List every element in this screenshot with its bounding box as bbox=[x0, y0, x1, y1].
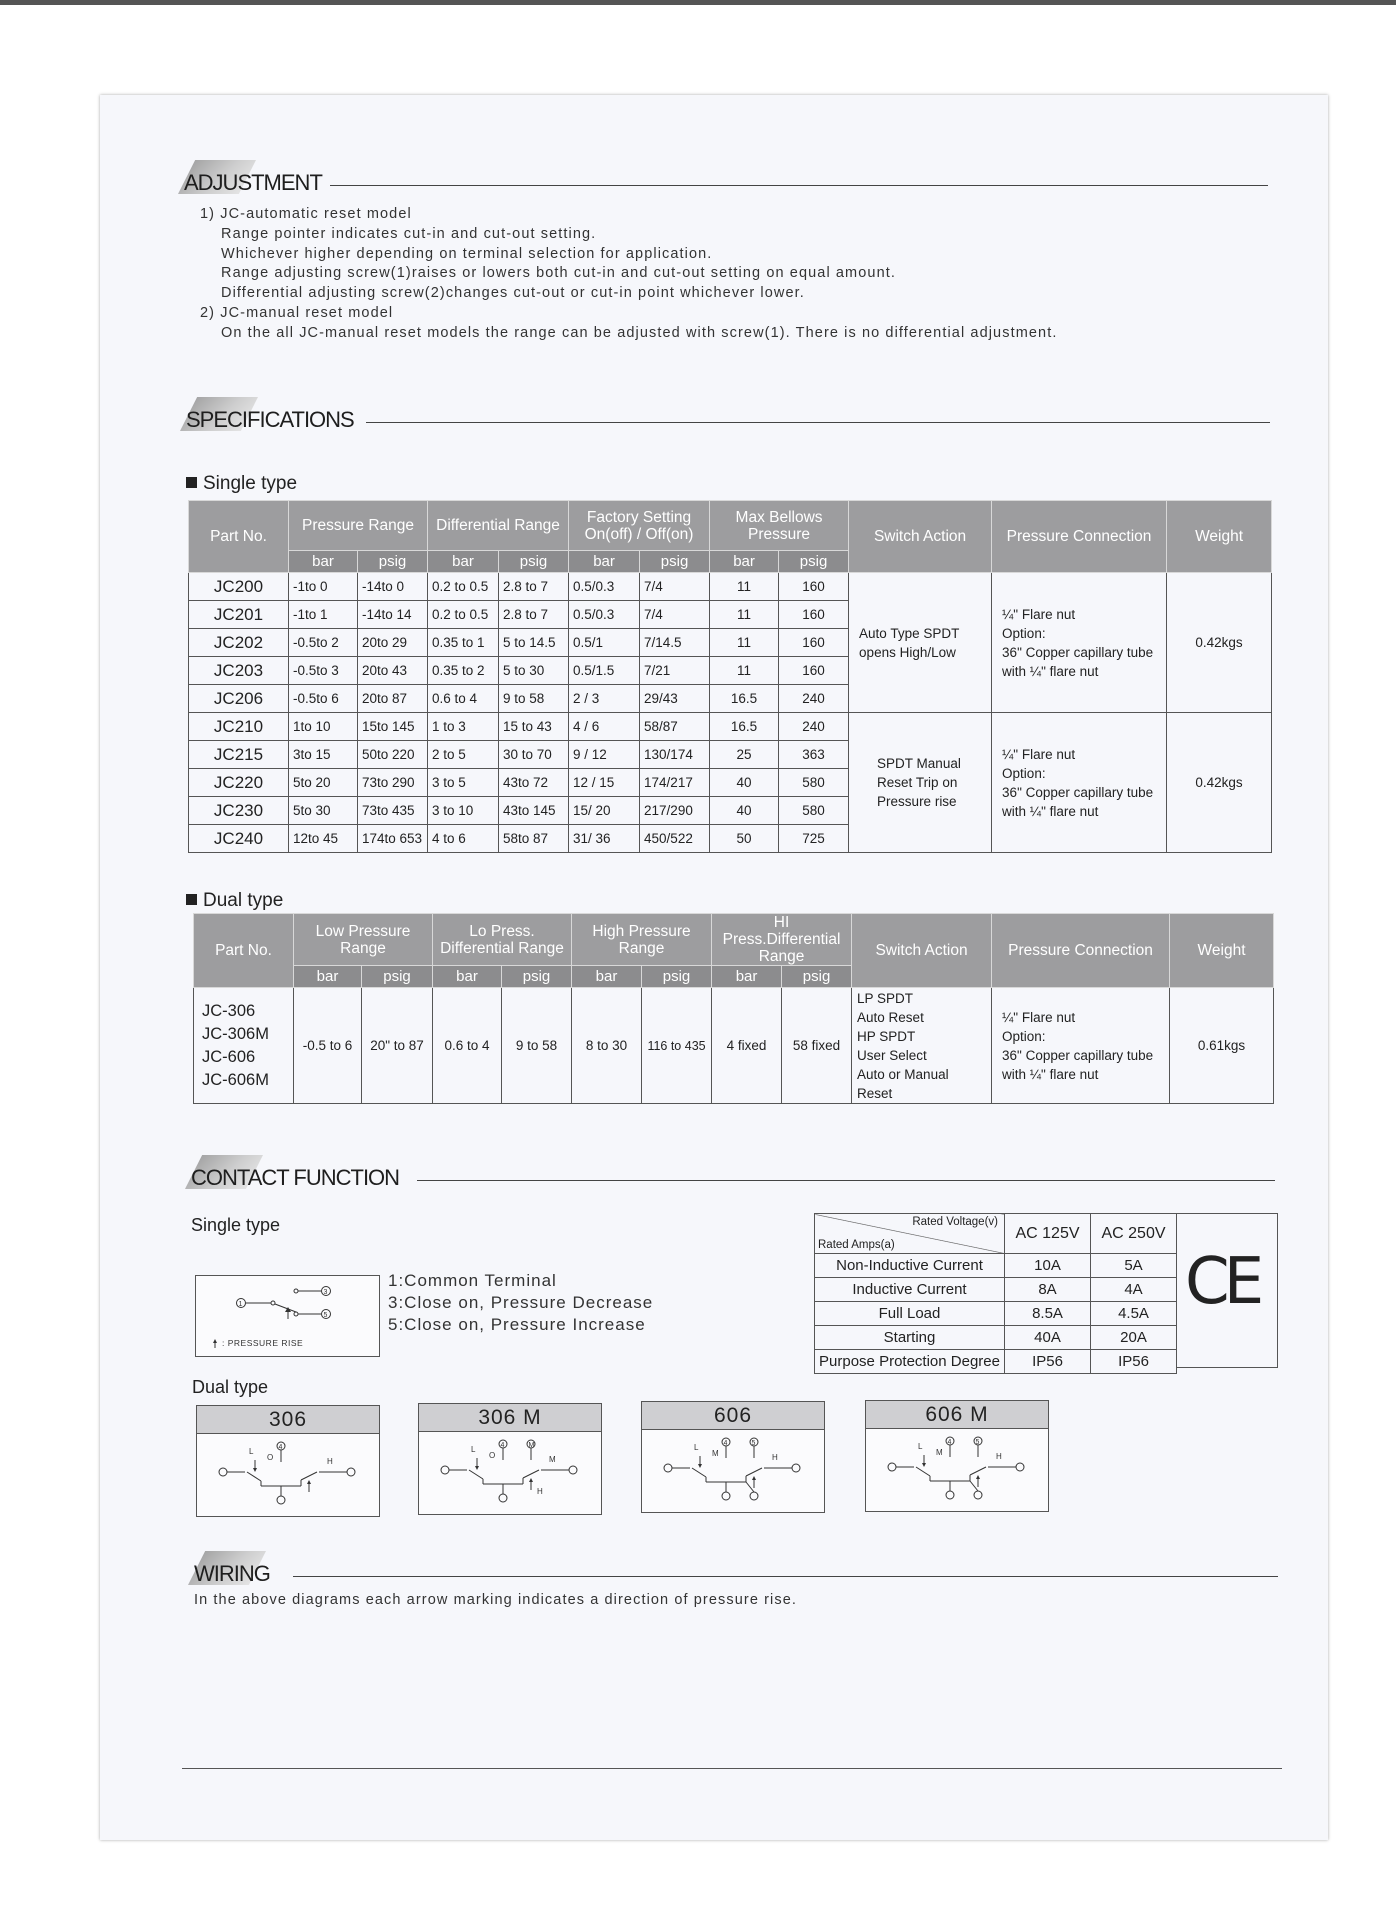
switch-letter-label: H bbox=[772, 1453, 778, 1462]
adjustment-text bbox=[200, 205, 1057, 344]
table-cell: 20to 29 bbox=[358, 629, 428, 657]
terminal-1 bbox=[441, 1466, 449, 1474]
terminal-3 bbox=[569, 1466, 577, 1474]
table-cell: 15 to 43 bbox=[499, 713, 569, 741]
single-type-label: Single type bbox=[186, 473, 297, 495]
table-cell: 3to 15 bbox=[289, 741, 358, 769]
table-cell: 7/4 bbox=[640, 601, 710, 629]
legend-line: 1:Common Terminal bbox=[388, 1271, 557, 1290]
rating-value-cell: 40A bbox=[1005, 1326, 1091, 1350]
subheader-psig: psig bbox=[362, 966, 433, 988]
table-cell: -14to 0 bbox=[358, 573, 428, 601]
table-cell: 160 bbox=[779, 657, 849, 685]
table-cell: 7/21 bbox=[640, 657, 710, 685]
dual-diagram-1 bbox=[196, 1405, 380, 1517]
subheader-psig: psig bbox=[782, 966, 852, 988]
rated-amps-label: Rated Amps(a) bbox=[818, 1239, 895, 1251]
table-cell: 40 bbox=[710, 797, 779, 825]
switch-letter-label: M bbox=[936, 1448, 943, 1457]
subheader-bar: bar bbox=[712, 966, 782, 988]
square-bullet-icon bbox=[186, 894, 197, 905]
header-factory-setting: Factory Setting On(off) / Off(on) bbox=[569, 501, 710, 551]
terminal-3 bbox=[792, 1464, 800, 1472]
part-number-cell: JC201 bbox=[189, 601, 289, 629]
table-cell: 43to 72 bbox=[499, 769, 569, 797]
specifications-heading bbox=[180, 397, 1270, 437]
table-cell: 12 / 15 bbox=[569, 769, 640, 797]
table-cell: 240 bbox=[779, 685, 849, 713]
heading-rule bbox=[417, 1180, 1275, 1181]
contact-dual-type-label: Dual type bbox=[192, 1377, 269, 1397]
pressure-rise-note: : PRESSURE RISE bbox=[222, 1338, 304, 1348]
terminal-3-label: 3 bbox=[323, 1289, 328, 1296]
switch-letter-label: O bbox=[267, 1453, 274, 1462]
adjustment-line: On the all JC-manual reset models the range can be adjusted with screw(1). There is no differential adjustment. bbox=[221, 324, 1058, 341]
table-cell: 15/ 20 bbox=[569, 797, 640, 825]
table-cell: 11 bbox=[710, 629, 779, 657]
table-cell: -14to 14 bbox=[358, 601, 428, 629]
dual-diagram-title: 306 bbox=[197, 1406, 379, 1434]
table-row bbox=[815, 1302, 1177, 1326]
table-cell: 0.6 to 4 bbox=[433, 988, 502, 1104]
table-cell: 174/217 bbox=[640, 769, 710, 797]
legend-arrowhead-icon bbox=[213, 1339, 217, 1343]
weight-cell: 0.42kgs bbox=[1167, 713, 1272, 853]
terminal-legend bbox=[388, 1270, 653, 1336]
adjustment-heading bbox=[178, 160, 1268, 200]
table-row bbox=[815, 1326, 1177, 1350]
dual-pressure-connection: ¼" Flare nut Option: 36" Copper capillary tube with ¼" flare nut bbox=[992, 988, 1170, 1104]
switch-blade bbox=[275, 1304, 296, 1312]
top-terminal-label: 4 bbox=[947, 1439, 952, 1446]
subheader-bar: bar bbox=[294, 966, 362, 988]
legend-line: 5:Close on, Pressure Increase bbox=[388, 1315, 646, 1334]
dual-switch-svg bbox=[866, 1429, 1050, 1513]
terminal-2 bbox=[277, 1496, 285, 1504]
rating-label-cell: Purpose Protection Degree bbox=[815, 1350, 1005, 1374]
pivot bbox=[271, 1301, 275, 1305]
table-cell: 5to 20 bbox=[289, 769, 358, 797]
table-cell: 43to 145 bbox=[499, 797, 569, 825]
dual-diagram-title: 306 M bbox=[419, 1404, 601, 1432]
table-cell: 363 bbox=[779, 741, 849, 769]
dual-diagram-4 bbox=[865, 1400, 1049, 1512]
table-cell: 15to 145 bbox=[358, 713, 428, 741]
table-cell: 2 to 5 bbox=[428, 741, 499, 769]
table-cell: 29/43 bbox=[640, 685, 710, 713]
dual-switch-svg bbox=[197, 1434, 381, 1518]
table-cell: 0.5/0.3 bbox=[569, 573, 640, 601]
dual-switch-action: LP SPDT Auto Reset HP SPDT User Select Auto or Manual Reset bbox=[852, 988, 992, 1104]
header-max-bellows: Max Bellows Pressure bbox=[710, 501, 849, 551]
switch-letter-label: L bbox=[694, 1443, 699, 1452]
header-part-no: Part No. bbox=[194, 914, 294, 988]
part-number-cell: JC220 bbox=[189, 769, 289, 797]
adjustment-title: ADJUSTMENT bbox=[184, 170, 322, 195]
header-lo-press-differential: Lo Press. Differential Range bbox=[433, 914, 572, 966]
contact-single-type-label: Single type bbox=[191, 1215, 281, 1235]
top-terminal-label: 4 bbox=[723, 1440, 728, 1447]
electrical-rating-table bbox=[814, 1213, 1177, 1374]
terminal-1-label: 1 bbox=[238, 1301, 243, 1308]
table-cell: 0.2 to 0.5 bbox=[428, 573, 499, 601]
low-arrowhead-icon bbox=[922, 1463, 926, 1467]
header-part-no: Part No. bbox=[189, 501, 289, 573]
part-number-cell: JC230 bbox=[189, 797, 289, 825]
table-cell: 11 bbox=[710, 657, 779, 685]
table-cell: 2.8 to 7 bbox=[499, 601, 569, 629]
table-cell: 2 / 3 bbox=[569, 685, 640, 713]
table-cell: -1to 0 bbox=[289, 573, 358, 601]
subheader-bar: bar bbox=[569, 551, 640, 573]
table-cell: 58 fixed bbox=[782, 988, 852, 1104]
table-cell: -0.5to 2 bbox=[289, 629, 358, 657]
wiring-text: In the above diagrams each arrow marking indicates a direction of pressure rise. bbox=[194, 1592, 798, 1608]
table-cell: 3 to 5 bbox=[428, 769, 499, 797]
top-terminal-label: 4 bbox=[500, 1442, 505, 1449]
low-arrowhead-icon bbox=[475, 1466, 479, 1470]
col-ac125v: AC 125V bbox=[1005, 1214, 1091, 1254]
table-cell: 160 bbox=[779, 601, 849, 629]
switch-letter-label: L bbox=[471, 1445, 476, 1454]
table-cell: 116 to 435 bbox=[642, 988, 712, 1104]
rating-value-cell: IP56 bbox=[1005, 1350, 1091, 1374]
contact-function-heading bbox=[185, 1155, 1275, 1195]
table-cell: 3 to 10 bbox=[428, 797, 499, 825]
terminal-3 bbox=[1016, 1463, 1024, 1471]
header-hi-press-differential: HI Press.Differential Range bbox=[712, 914, 852, 966]
header-switch-action: Switch Action bbox=[849, 501, 992, 573]
adjustment-line: Range adjusting screw(1)raises or lowers both cut-in and cut-out setting on equal amount. bbox=[221, 265, 896, 282]
table-cell: 9 to 58 bbox=[499, 685, 569, 713]
table-cell: 0.5/1 bbox=[569, 629, 640, 657]
subheader-psig: psig bbox=[499, 551, 569, 573]
terminal-6 bbox=[750, 1492, 758, 1500]
table-cell: 1 to 3 bbox=[428, 713, 499, 741]
bottom-rule bbox=[182, 1768, 1282, 1769]
rating-value-cell: 4.5A bbox=[1091, 1302, 1177, 1326]
ce-mark-logo: CE bbox=[1185, 1245, 1259, 1319]
rating-value-cell: 8A bbox=[1005, 1278, 1091, 1302]
table-cell: -1to 1 bbox=[289, 601, 358, 629]
rating-value-cell: 5A bbox=[1091, 1254, 1177, 1278]
wire bbox=[970, 1481, 978, 1491]
dual-diagram-2 bbox=[418, 1403, 602, 1515]
part-number-cell: JC202 bbox=[189, 629, 289, 657]
subheader-psig: psig bbox=[779, 551, 849, 573]
terminal-2 bbox=[499, 1494, 507, 1502]
table-row bbox=[189, 573, 1272, 601]
dual-diagram-3 bbox=[641, 1401, 825, 1513]
switch-letter-label: H bbox=[327, 1457, 333, 1466]
table-cell: 73to 290 bbox=[358, 769, 428, 797]
table-cell: 9 / 12 bbox=[569, 741, 640, 769]
dual-diagram-title: 606 M bbox=[866, 1401, 1048, 1429]
part-number-cell: JC203 bbox=[189, 657, 289, 685]
contact-function-title: CONTACT FUNCTION bbox=[191, 1165, 400, 1190]
single-type-spec-table bbox=[188, 500, 1272, 853]
low-switch-blade bbox=[469, 1470, 483, 1479]
low-switch-blade bbox=[692, 1468, 706, 1477]
dual-type-spec-table bbox=[193, 913, 1274, 1104]
heading-rule bbox=[293, 1576, 1278, 1577]
header-high-pressure-range: High Pressure Range bbox=[572, 914, 712, 966]
table-cell: 11 bbox=[710, 573, 779, 601]
rating-value-cell: IP56 bbox=[1091, 1350, 1177, 1374]
table-cell: 5 to 30 bbox=[499, 657, 569, 685]
heading-rule bbox=[330, 185, 1268, 186]
subheader-psig: psig bbox=[640, 551, 710, 573]
high-switch-blade bbox=[746, 1468, 762, 1476]
header-switch-action: Switch Action bbox=[852, 914, 992, 988]
specifications-title: SPECIFICATIONS bbox=[186, 407, 354, 432]
wire bbox=[746, 1482, 754, 1492]
table-cell: -0.5 to 6 bbox=[294, 988, 362, 1104]
subheader-psig: psig bbox=[358, 551, 428, 573]
table-cell: 12to 45 bbox=[289, 825, 358, 853]
header-pressure-connection: Pressure Connection bbox=[992, 501, 1167, 573]
rating-label-cell: Inductive Current bbox=[815, 1278, 1005, 1302]
switch-action-cell: Auto Type SPDT opens High/Low bbox=[849, 573, 992, 713]
table-row bbox=[189, 713, 1272, 741]
table-cell: 31/ 36 bbox=[569, 825, 640, 853]
rating-header-diagonal bbox=[815, 1214, 1005, 1254]
low-switch-blade bbox=[247, 1472, 261, 1481]
rating-value-cell: 20A bbox=[1091, 1326, 1177, 1350]
rating-value-cell: 10A bbox=[1005, 1254, 1091, 1278]
high-arrowhead-icon bbox=[307, 1480, 311, 1484]
pressure-connection-cell: ¼" Flare nut Option: 36" Copper capillary tube with ¼" flare nut bbox=[992, 713, 1167, 853]
table-cell: 174to 653 bbox=[358, 825, 428, 853]
subheader-bar: bar bbox=[572, 966, 642, 988]
table-cell: 20to 43 bbox=[358, 657, 428, 685]
adjustment-line: 1) JC-automatic reset model bbox=[200, 206, 412, 222]
table-cell: 580 bbox=[779, 797, 849, 825]
terminal-1 bbox=[888, 1463, 896, 1471]
header-weight: Weight bbox=[1170, 914, 1274, 988]
table-cell: 58/87 bbox=[640, 713, 710, 741]
legend-line: 3:Close on, Pressure Decrease bbox=[388, 1293, 654, 1312]
dual-switch-svg bbox=[419, 1432, 603, 1516]
table-cell: 16.5 bbox=[710, 685, 779, 713]
contact-point bbox=[294, 1312, 298, 1316]
subheader-bar: bar bbox=[433, 966, 502, 988]
heading-rule bbox=[366, 422, 1270, 423]
single-contact-diagram bbox=[195, 1275, 380, 1357]
high-switch-blade bbox=[301, 1472, 317, 1480]
table-row bbox=[815, 1278, 1177, 1302]
weight-cell: 0.42kgs bbox=[1167, 573, 1272, 713]
switch-action-cell: SPDT Manual Reset Trip on Pressure rise bbox=[849, 713, 992, 853]
wiring-heading bbox=[188, 1551, 1278, 1591]
table-cell: 4 fixed bbox=[712, 988, 782, 1104]
table-cell: 20" to 87 bbox=[362, 988, 433, 1104]
low-arrowhead-icon bbox=[698, 1464, 702, 1468]
table-cell: 5 to 14.5 bbox=[499, 629, 569, 657]
part-number-cell: JC215 bbox=[189, 741, 289, 769]
top-terminal-label: 5 bbox=[751, 1440, 756, 1447]
dual-switch-svg bbox=[642, 1430, 826, 1514]
terminal-1 bbox=[219, 1468, 227, 1476]
rating-label-cell: Starting bbox=[815, 1326, 1005, 1350]
table-cell: 7/14.5 bbox=[640, 629, 710, 657]
table-cell: 4 / 6 bbox=[569, 713, 640, 741]
header-weight: Weight bbox=[1167, 501, 1272, 573]
table-cell: 5to 30 bbox=[289, 797, 358, 825]
dual-type-label: Dual type bbox=[186, 890, 283, 912]
adjustment-line: Range pointer indicates cut-in and cut-out setting. bbox=[221, 225, 597, 242]
header-differential-range: Differential Range bbox=[428, 501, 569, 551]
adjustment-line: Differential adjusting screw(2)changes cut-out or cut-in point whichever lower. bbox=[221, 285, 805, 302]
wiring-title: WIRING bbox=[194, 1561, 270, 1586]
table-cell: 0.35 to 1 bbox=[428, 629, 499, 657]
contact-point bbox=[294, 1289, 298, 1293]
table-cell: 725 bbox=[779, 825, 849, 853]
rating-value-cell: 4A bbox=[1091, 1278, 1177, 1302]
table-row bbox=[815, 1254, 1177, 1278]
table-cell: 16.5 bbox=[710, 713, 779, 741]
scan-edge bbox=[0, 0, 1396, 5]
table-cell: 20to 87 bbox=[358, 685, 428, 713]
terminal-3 bbox=[347, 1468, 355, 1476]
table-cell: 40 bbox=[710, 769, 779, 797]
dual-weight: 0.61kgs bbox=[1170, 988, 1274, 1104]
pressure-connection-cell: ¼" Flare nut Option: 36" Copper capillary tube with ¼" flare nut bbox=[992, 573, 1167, 713]
high-arrowhead-icon bbox=[976, 1475, 980, 1479]
table-cell: 160 bbox=[779, 629, 849, 657]
table-cell: 160 bbox=[779, 573, 849, 601]
part-number-cell: JC240 bbox=[189, 825, 289, 853]
table-cell: 58to 87 bbox=[499, 825, 569, 853]
table-cell: 0.35 to 2 bbox=[428, 657, 499, 685]
table-cell: 50to 220 bbox=[358, 741, 428, 769]
low-switch-blade bbox=[916, 1467, 930, 1476]
rating-value-cell: 8.5A bbox=[1005, 1302, 1091, 1326]
terminal-6 bbox=[974, 1491, 982, 1499]
top-terminal-label: 5 bbox=[975, 1439, 980, 1446]
table-cell: 130/174 bbox=[640, 741, 710, 769]
table-cell: 50 bbox=[710, 825, 779, 853]
header-pressure-connection: Pressure Connection bbox=[992, 914, 1170, 988]
table-cell: 11 bbox=[710, 601, 779, 629]
square-bullet-icon bbox=[186, 477, 197, 488]
table-cell: 450/522 bbox=[640, 825, 710, 853]
dual-diagram-title: 606 bbox=[642, 1402, 824, 1430]
subheader-bar: bar bbox=[710, 551, 779, 573]
switch-letter-label: H bbox=[537, 1487, 543, 1496]
table-cell: -0.5to 6 bbox=[289, 685, 358, 713]
rated-voltage-label: Rated Voltage(v) bbox=[912, 1216, 998, 1228]
switch-letter-label: L bbox=[918, 1442, 923, 1451]
high-switch-blade bbox=[523, 1470, 539, 1478]
table-cell: 7/4 bbox=[640, 573, 710, 601]
table-cell: 0.2 to 0.5 bbox=[428, 601, 499, 629]
table-cell: -0.5to 3 bbox=[289, 657, 358, 685]
high-arrowhead-icon bbox=[529, 1478, 533, 1482]
header-low-pressure-range: Low Pressure Range bbox=[294, 914, 433, 966]
rating-label-cell: Non-Inductive Current bbox=[815, 1254, 1005, 1278]
subheader-bar: bar bbox=[289, 551, 358, 573]
terminal-2 bbox=[722, 1492, 730, 1500]
rating-label-cell: Full Load bbox=[815, 1302, 1005, 1326]
switch-letter-label: H bbox=[996, 1452, 1002, 1461]
part-number-cell: JC206 bbox=[189, 685, 289, 713]
switch-letter-label: M bbox=[549, 1455, 556, 1464]
table-cell: 25 bbox=[710, 741, 779, 769]
switch-letter-label: L bbox=[249, 1447, 254, 1456]
table-cell: 1to 10 bbox=[289, 713, 358, 741]
part-number-cell: JC200 bbox=[189, 573, 289, 601]
table-row bbox=[815, 1350, 1177, 1374]
table-cell: 2.8 to 7 bbox=[499, 573, 569, 601]
dual-part-numbers: JC-306 JC-306M JC-606 JC-606M bbox=[194, 988, 294, 1104]
document-sheet bbox=[100, 95, 1328, 1840]
terminal-2 bbox=[946, 1491, 954, 1499]
subheader-bar: bar bbox=[428, 551, 499, 573]
table-cell: 73to 435 bbox=[358, 797, 428, 825]
high-arrowhead-icon bbox=[752, 1476, 756, 1480]
table-cell: 30 to 70 bbox=[499, 741, 569, 769]
top-terminal-label: M bbox=[528, 1442, 535, 1449]
terminal-1 bbox=[664, 1464, 672, 1472]
table-cell: 0.5/1.5 bbox=[569, 657, 640, 685]
low-arrowhead-icon bbox=[253, 1468, 257, 1472]
part-number-cell: JC210 bbox=[189, 713, 289, 741]
subheader-psig: psig bbox=[502, 966, 572, 988]
table-cell: 4 to 6 bbox=[428, 825, 499, 853]
table-cell: 9 to 58 bbox=[502, 988, 572, 1104]
switch-letter-label: O bbox=[489, 1451, 496, 1460]
adjustment-line: Whichever higher depending on terminal selection for application. bbox=[221, 245, 713, 262]
high-switch-blade bbox=[970, 1467, 986, 1475]
switch-letter-label: M bbox=[712, 1449, 719, 1458]
table-cell: 8 to 30 bbox=[572, 988, 642, 1104]
terminal-5-label: 5 bbox=[323, 1312, 328, 1319]
table-cell: 217/290 bbox=[640, 797, 710, 825]
adjustment-line: 2) JC-manual reset model bbox=[200, 304, 394, 321]
table-cell: 240 bbox=[779, 713, 849, 741]
table-cell: 0.6 to 4 bbox=[428, 685, 499, 713]
table-row bbox=[194, 988, 1274, 1104]
table-cell: 0.5/0.3 bbox=[569, 601, 640, 629]
col-ac250v: AC 250V bbox=[1091, 1214, 1177, 1254]
table-cell: 580 bbox=[779, 769, 849, 797]
top-terminal-label: 4 bbox=[278, 1444, 283, 1451]
subheader-psig: psig bbox=[642, 966, 712, 988]
header-pressure-range: Pressure Range bbox=[289, 501, 428, 551]
